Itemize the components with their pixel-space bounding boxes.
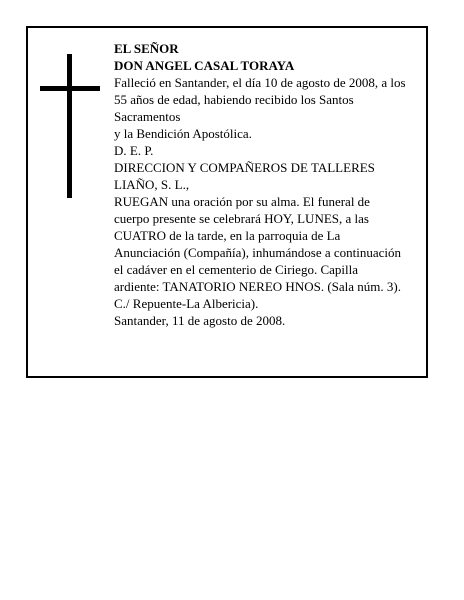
latin-cross-icon: [40, 54, 100, 198]
deceased-name: DON ANGEL CASAL TORAYA: [114, 58, 295, 73]
funeral-line-5: el cadáver en el cementerio de Ciriego. Capilla: [114, 262, 358, 277]
cross-vertical-bar: [67, 54, 72, 198]
notice-heading-title: EL SEÑOR: [114, 41, 179, 56]
funeral-line-4: Anunciación (Compañía), inhumándose a continuación: [114, 245, 402, 260]
funeral-line-3: CUATRO de la tarde, en la parroquia de La: [114, 228, 341, 243]
notice-text: [114, 40, 426, 329]
obituary-notice: [26, 26, 428, 378]
dep-line: D. E. P.: [114, 143, 154, 158]
mourners-line-2: LIAÑO, S. L.,: [114, 177, 190, 192]
funeral-line-7: C./ Repuente-La Albericia).: [114, 296, 259, 311]
mourners-line-1: DIRECCION Y COMPAÑEROS DE TALLERES: [114, 160, 375, 175]
place-date-line: Santander, 11 de agosto de 2008.: [114, 313, 286, 328]
death-line-1: Falleció en Santander, el día 10 de agosto de 2008, a los: [114, 75, 406, 90]
death-line-2: 55 años de edad, habiendo recibido los Santos: [114, 92, 354, 107]
death-line-4: y la Bendición Apostólica.: [114, 126, 252, 141]
funeral-line-1: RUEGAN una oración por su alma. El funeral de: [114, 194, 370, 209]
cross-horizontal-bar: [40, 86, 100, 91]
death-line-3: Sacramentos: [114, 109, 181, 124]
funeral-line-6: ardiente: TANATORIO NEREO HNOS. (Sala núm. 3).: [114, 279, 401, 294]
funeral-line-2: cuerpo presente se celebrará HOY, LUNES, a las: [114, 211, 369, 226]
